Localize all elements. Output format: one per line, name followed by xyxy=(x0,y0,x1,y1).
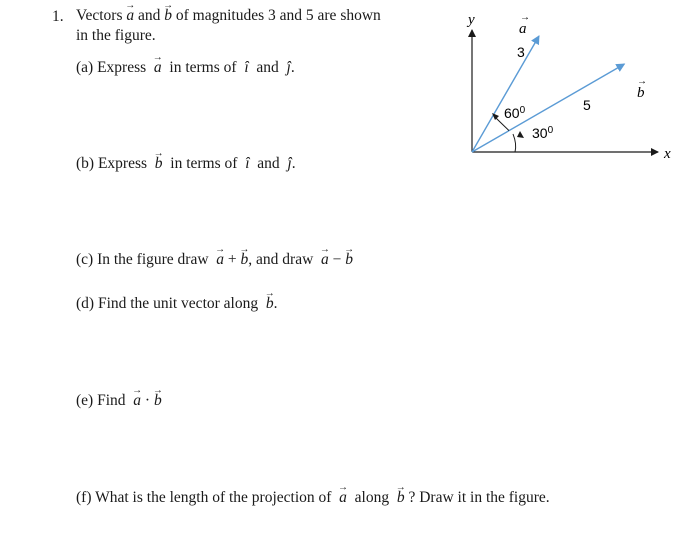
angle-arc-30-arrowhead xyxy=(517,131,524,138)
vector-a-symbol: → a xyxy=(126,6,134,26)
unit-i-symbol: î xyxy=(245,155,250,172)
problem-number: 1. xyxy=(52,8,64,25)
dot-operator: · xyxy=(144,392,151,409)
y-axis-label: y xyxy=(468,12,475,28)
part-c-text2: , and draw xyxy=(248,251,314,268)
unit-j-symbol: ĵ xyxy=(286,59,291,76)
vector-b-symbol: → b xyxy=(266,294,274,314)
vector-b-symbol: → b xyxy=(241,250,249,270)
part-c xyxy=(76,250,353,270)
part-d-end: . xyxy=(273,295,278,312)
part-e-text: Find xyxy=(97,392,126,409)
part-b-end: . xyxy=(291,155,296,172)
angle-arc-30 xyxy=(513,134,516,152)
part-b-and: and xyxy=(257,155,280,172)
vector-b-label: b xyxy=(637,85,645,101)
vector-a-symbol: → a xyxy=(154,58,162,78)
vector-b-symbol: → b xyxy=(164,6,172,26)
vector-figure xyxy=(440,0,700,180)
x-axis-label: x xyxy=(664,146,671,162)
part-f-label: (f) xyxy=(76,489,92,506)
unit-i-symbol: î xyxy=(244,59,249,76)
angle-30-label: $30^0$ xyxy=(532,125,554,141)
minus-sign: − xyxy=(332,251,342,268)
vector-b-label-arrow: → xyxy=(637,76,647,87)
vector-b-symbol: → b xyxy=(397,488,405,508)
angle-60-label: $60^0$ xyxy=(504,105,526,121)
intro-line-2: in the figure. xyxy=(76,27,156,44)
part-c-label: (c) xyxy=(76,251,94,268)
part-a-text: Express xyxy=(97,59,147,76)
part-d xyxy=(76,294,277,314)
part-b-label: (b) xyxy=(76,155,95,172)
part-e xyxy=(76,391,162,411)
part-b-text: Express xyxy=(97,155,148,172)
intro-suffix: of magnitudes 3 and 5 are shown xyxy=(175,7,381,24)
magnitude-a-label: 3 xyxy=(517,44,525,60)
part-f-text3: ? Draw it in the figure. xyxy=(408,489,550,506)
part-b-text2: in terms of xyxy=(170,155,238,172)
part-a-label: (a) xyxy=(76,59,94,76)
part-a-text2: in terms of xyxy=(169,59,237,76)
part-f xyxy=(76,488,550,508)
intro-text: Vectors xyxy=(76,7,123,24)
vector-a-symbol: → a xyxy=(321,250,329,270)
intro-line-1 xyxy=(76,6,381,26)
part-c-text: In the figure draw xyxy=(97,251,209,268)
unit-j-symbol: ĵ xyxy=(287,155,292,172)
part-d-text: Find the unit vector along xyxy=(97,295,259,312)
vector-a-arrow xyxy=(472,36,539,152)
part-e-label: (e) xyxy=(76,392,94,409)
part-f-text: What is the length of the projection of xyxy=(95,489,332,506)
vector-a-label: a xyxy=(519,21,527,37)
part-f-text2: along xyxy=(354,489,390,506)
vector-a-label-arrow: → xyxy=(520,12,530,23)
part-a xyxy=(76,58,295,78)
vector-a-symbol: → a xyxy=(339,488,347,508)
vector-b-arrow xyxy=(472,64,624,152)
vector-b-symbol: → b xyxy=(345,250,353,270)
magnitude-b-label: 5 xyxy=(583,97,591,113)
plus-sign: + xyxy=(227,251,237,268)
vector-b-symbol: → b xyxy=(155,154,163,174)
vector-b-symbol: → b xyxy=(154,391,162,411)
intro-and: and xyxy=(138,7,161,24)
part-a-end: . xyxy=(290,59,295,76)
vector-a-symbol: → a xyxy=(133,391,141,411)
vector-a-symbol: → a xyxy=(216,250,224,270)
part-b xyxy=(76,154,296,174)
part-d-label: (d) xyxy=(76,295,95,312)
part-a-and: and xyxy=(256,59,279,76)
